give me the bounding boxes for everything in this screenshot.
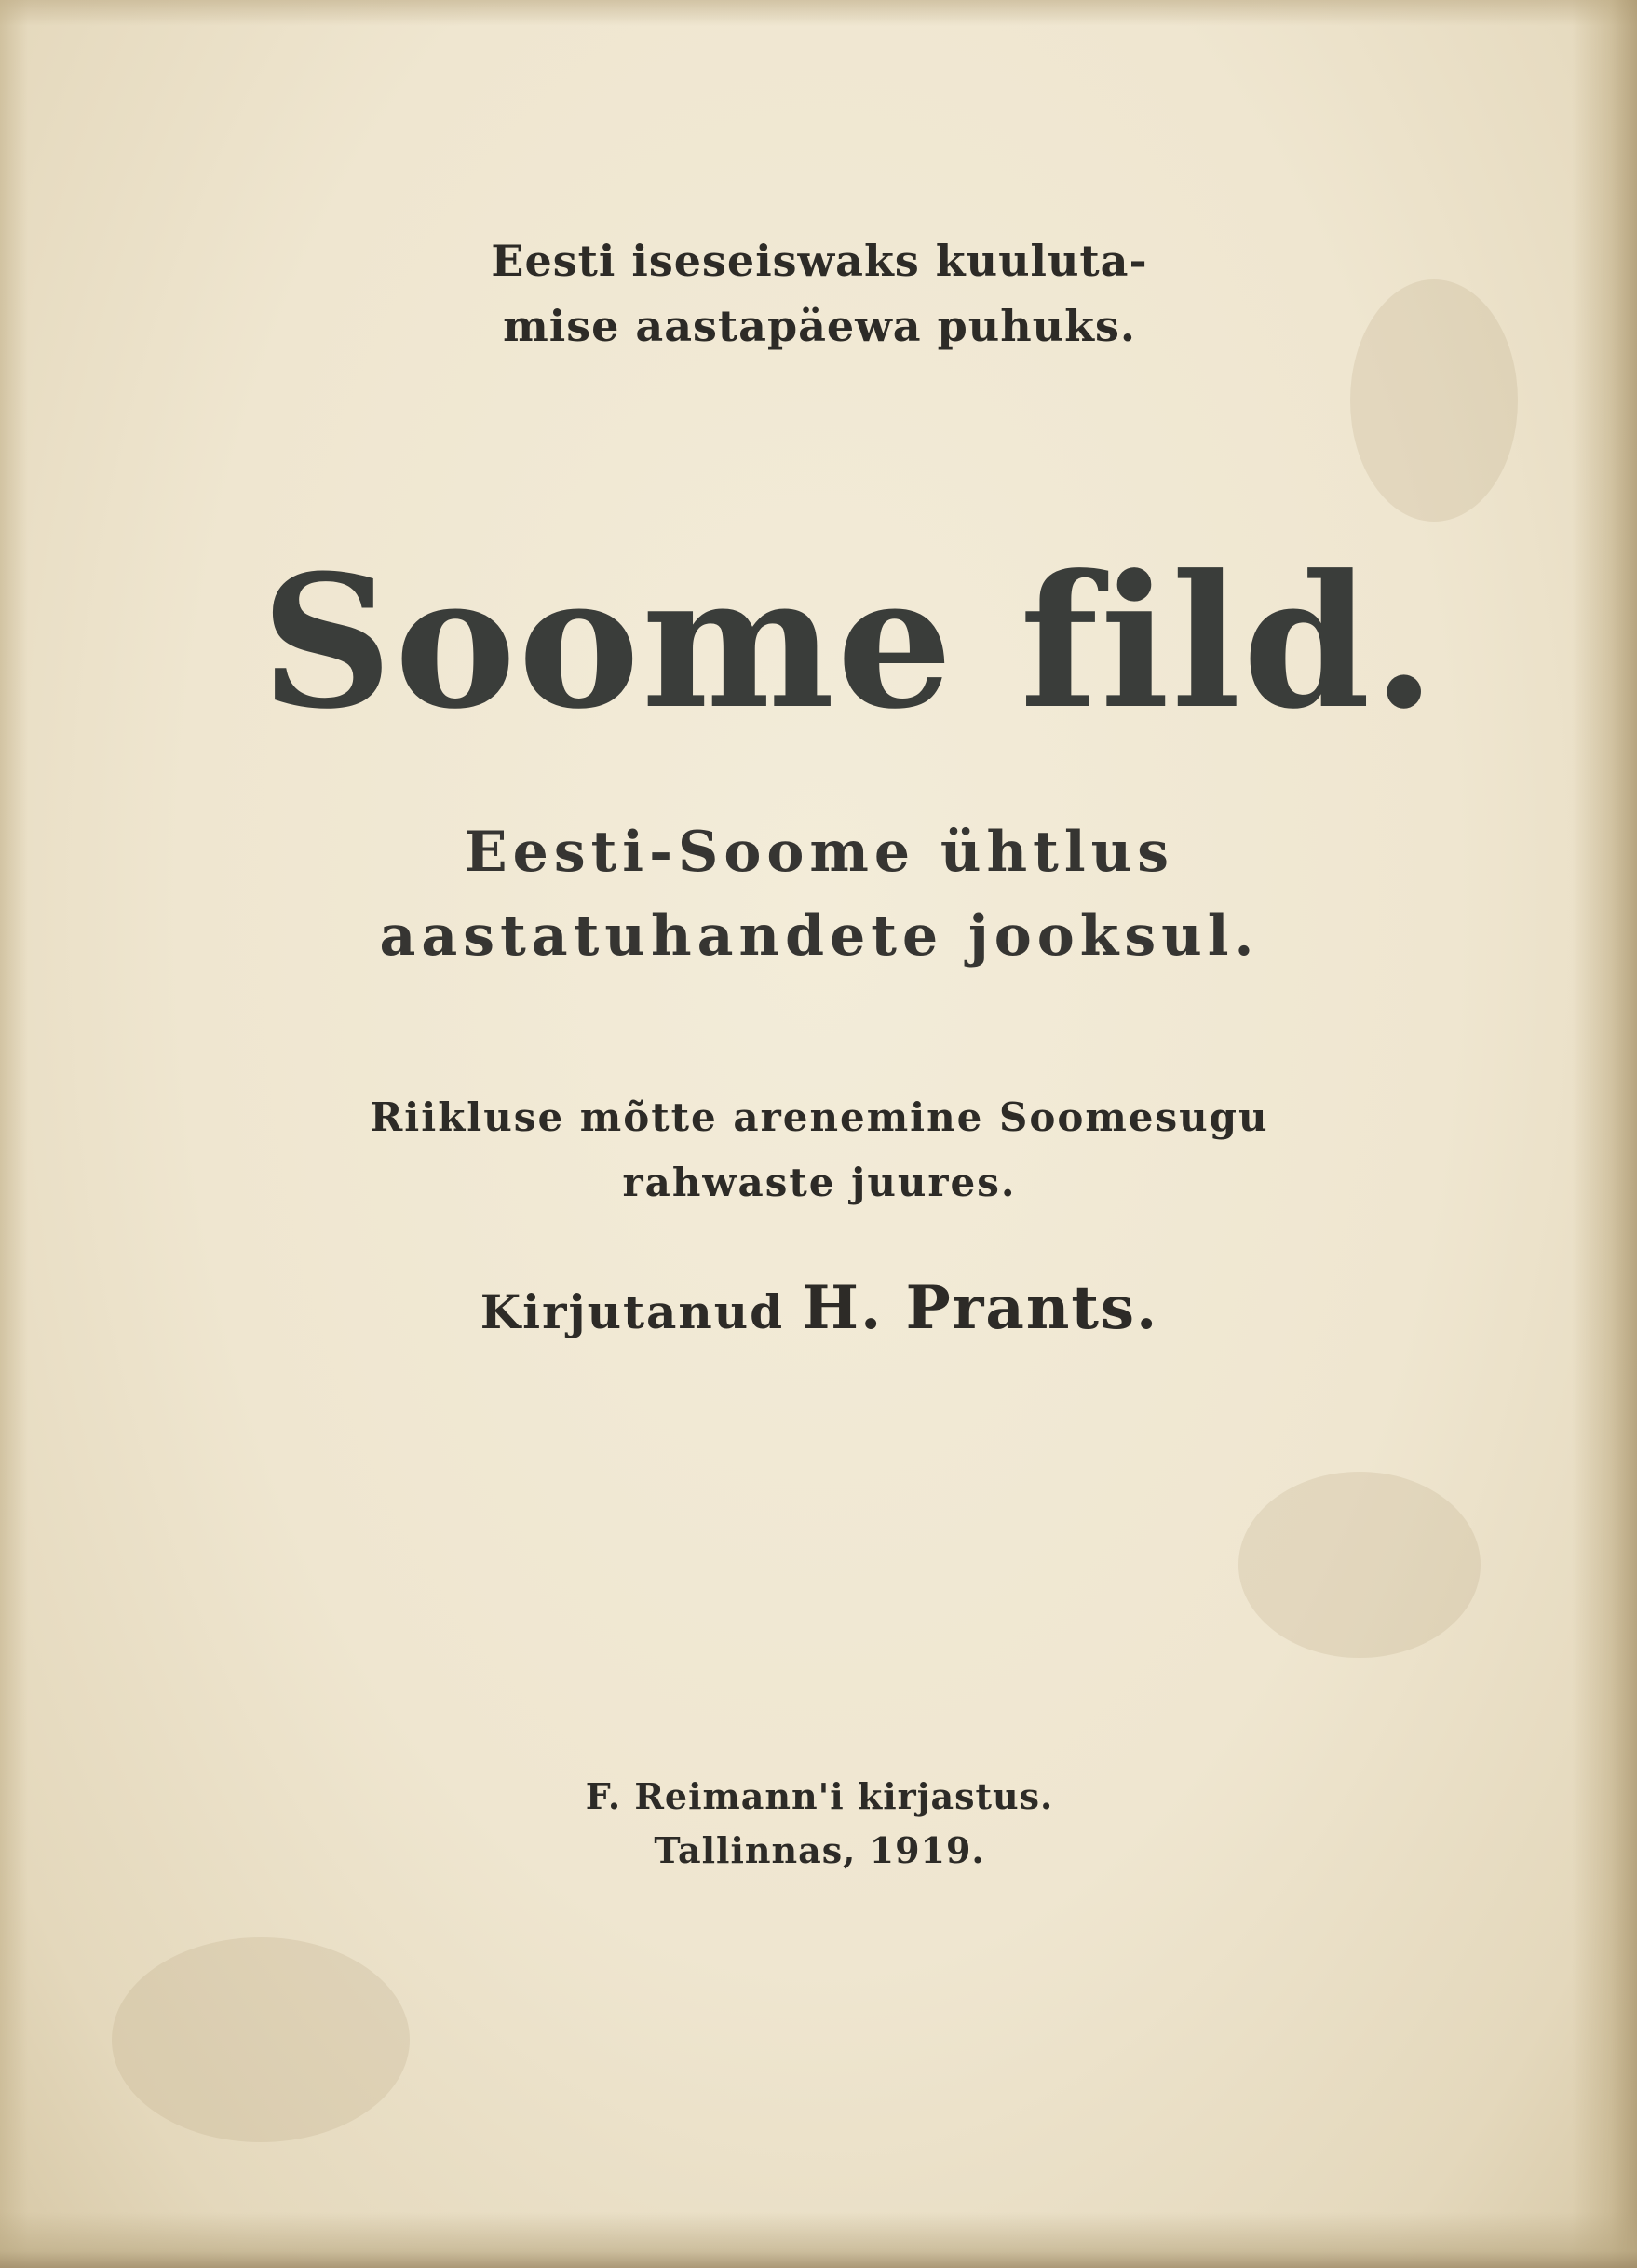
occasion-line: Eesti iseseiswaks kuuluta- (491, 236, 1148, 286)
paper-edge-top (0, 0, 1637, 26)
description-line: Riikluse mõtte arenemine Soomesugu (370, 1094, 1269, 1140)
book-subtitle (307, 810, 1332, 978)
paper-stain (1238, 1472, 1481, 1658)
occasion-note (270, 228, 1369, 359)
paper-stain (1350, 279, 1518, 522)
author-prefix: Kirjutanud (480, 1284, 785, 1339)
author-credit (372, 1271, 1266, 1350)
author-line (372, 1271, 1266, 1350)
book-title (261, 536, 1438, 750)
description-line: rahwaste juures. (622, 1160, 1017, 1205)
publisher-imprint (466, 1770, 1173, 1878)
paper-stain (112, 1937, 410, 2142)
paper-edge-left (0, 0, 28, 2268)
author-name: H. Prants. (802, 1273, 1159, 1343)
occasion-line: mise aastapäewa puhuks. (503, 301, 1136, 351)
subtitle-line: aastatuhandete jooksul. (379, 903, 1260, 969)
publisher-line: Tallinnas, 1919. (654, 1829, 985, 1871)
subtitle-line: Eesti-Soome ühtlus (464, 820, 1175, 885)
title-text: Soome fild. (261, 536, 1438, 750)
book-description (279, 1085, 1360, 1215)
paper-edge-right (1572, 0, 1637, 2268)
publisher-line: F. Reimann'i kirjastus. (585, 1775, 1054, 1817)
paper-edge-bottom (0, 2212, 1637, 2268)
